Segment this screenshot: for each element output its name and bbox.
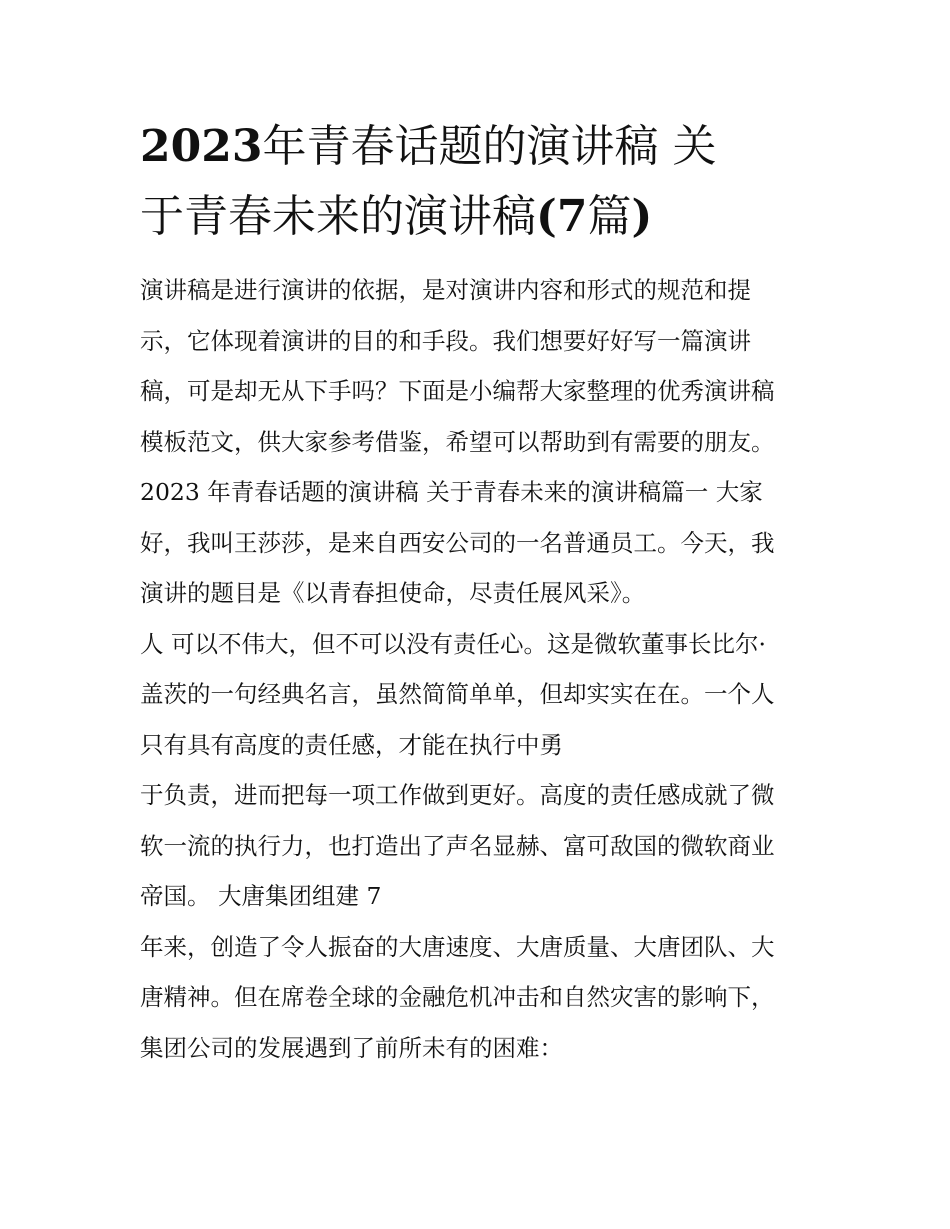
body-line: 演讲稿是进行演讲的依据，是对演讲内容和形式的规范和提: [140, 276, 751, 304]
body-line: 于负责，进而把每一项工作做到更好。高度的责任感成就了微: [140, 781, 775, 809]
title-count-unit: 篇: [587, 191, 632, 242]
body-line: 示，它体现着演讲的目的和手段。我们想要好好写一篇演讲: [140, 326, 751, 355]
body-line: 稿，可是却无从下手吗？下面是小编帮大家整理的优秀演讲稿: [140, 377, 775, 405]
body-line: 帝国。 大唐集团组建 7: [140, 882, 382, 910]
title-line-2-text: 于青春未来的演讲稿: [140, 191, 536, 242]
document-page: [140, 112, 820, 1073]
body-line: 人 可以不伟大，但不可以没有责任心。这是微软董事长比尔·: [140, 629, 766, 658]
body-line: 演讲的题目是《以青春担使命，尽责任展风采》。: [140, 579, 646, 607]
title-close-paren: ): [631, 191, 653, 242]
body-line: 集团公司的发展遇到了前所未有的困难：: [140, 1033, 563, 1062]
document-body: [140, 265, 820, 1073]
title-year: 2023: [140, 121, 263, 172]
body-line: 只有具有高度的责任感，才能在执行中勇: [140, 730, 563, 759]
body-line: 好，我叫王莎莎，是来自西安公司的一名普通员工。今天，我: [140, 528, 775, 557]
body-line: 年来，创造了令人振奋的大唐速度、大唐质量、大唐团队、大: [140, 932, 775, 961]
body-line: 盖茨的一句经典名言，虽然简简单单，但却实实在在。一个人: [140, 680, 775, 708]
title-line-2: [140, 182, 780, 252]
title-line-1-text: 年青春话题的演讲稿 关: [262, 121, 717, 172]
body-line: 软一流的执行力，也打造出了声名显赫、富可敌国的微软商业: [140, 831, 775, 860]
document-title: [140, 112, 780, 252]
body-line: 2023 年青春话题的演讲稿 关于青春未来的演讲稿篇一 大家: [140, 478, 763, 506]
body-line: 模板范文，供大家参考借鉴，希望可以帮助到有需要的朋友。: [140, 427, 775, 456]
title-count: (7: [536, 191, 588, 242]
body-line: 唐精神。但在席卷全球的金融危机冲击和自然灾害的影响下，: [140, 983, 775, 1011]
title-line-1: [140, 112, 780, 182]
